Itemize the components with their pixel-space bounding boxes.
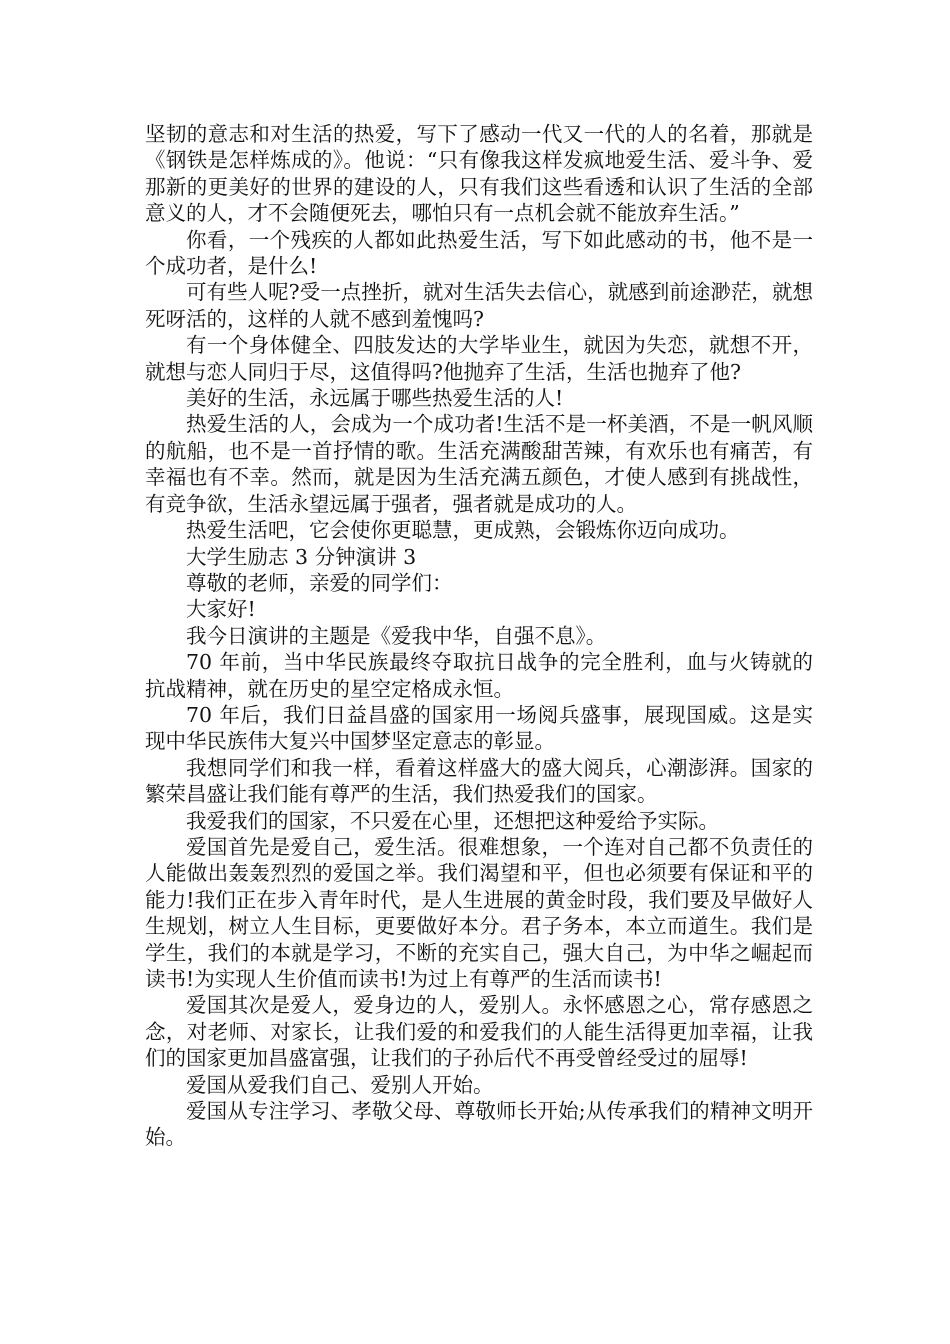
greeting: 大家好! — [186, 597, 256, 622]
paragraph: 你看，一个残疾的人都如此热爱生活，写下如此感动的书，他不是一个成功者，是什么! — [145, 227, 813, 279]
paragraph: 70 年后，我们日益昌盛的国家用一场阅兵盛事，展现国威。这是实现中华民族伟大复兴中国梦坚定意志的彰显。 — [145, 702, 813, 754]
document-page — [145, 121, 813, 1151]
paragraph: 爱国首先是爱自己，爱生活。很难想象，一个连对自己都不负责任的人能做出轰轰烈烈的爱国之举。我们渴望和平，但也必须要有保证和平的能力!我们正在步入青年时代，是人生进展的黄金时段，我们要及早做好人生规划，树立人生目标，更要做好本分。君子务本，本立而道生。我们是学生，我们的本就是学习，不断的充实自己，强大自己，为中华之崛起而读书!为实现人生价值而读书!为过上有尊严的生活而读书! — [145, 834, 813, 991]
paragraph: 坚韧的意志和对生活的热爱，写下了感动一代又一代的人的名着，那就是《钢铁是怎样炼成的》。他说：“只有像我这样发疯地爱生活、爱斗争、爱那新的更美好的世界的建设的人，只有我们这些看透和认识了生活的全部意义的人，才不会随便死去，哪怕只有一点机会就不能放弃生活。” — [145, 122, 813, 226]
paragraph: 美好的生活，永远属于哪些热爱生活的人! — [186, 386, 564, 411]
paragraph: 我今日演讲的主题是《爱我中华，自强不息》。 — [186, 623, 607, 648]
paragraph: 70 年前，当中华民族最终夺取抗日战争的完全胜利，血与火铸就的抗战精神，就在历史的星空定格成永恒。 — [145, 650, 813, 701]
paragraph: 可有些人呢?受一点挫折，就对生活失去信心，就感到前途渺茫，就想死呀活的，这样的人就不感到羞愧吗? — [145, 280, 813, 331]
paragraph: 爱国从爱我们自己、爱别人开始。 — [186, 1072, 494, 1097]
section-heading: 大学生励志 3 分钟演讲 3 — [186, 544, 417, 569]
paragraph: 热爱生活的人，会成为一个成功者!生活不是一杯美酒，不是一帆风顺的航船，也不是一首抒情的歌。生活充满酸甜苦辣，有欢乐也有痛苦，有幸福也有不幸。然而，就是因为生活充满五颜色，才使人感到有挑战性，有竞争欲，生活永望远属于强者，强者就是成功的人。 — [145, 412, 813, 516]
paragraph: 爱国其次是爱人，爱身边的人，爱别人。永怀感恩之心，常存感恩之念，对老师、对家长，让我们爱的和爱我们的人能生活得更加幸福，让我们的国家更加昌盛富强，让我们的子孙后代不再受曾经受过的屈辱! — [145, 993, 813, 1071]
paragraph: 热爱生活吧，它会使你更聪慧，更成熟，会锻炼你迈向成功。 — [186, 518, 740, 543]
paragraph: 爱国从专注学习、孝敬父母、尊敬师长开始;从传承我们的精神文明开始。 — [145, 1099, 813, 1150]
salutation: 尊敬的老师，亲爱的同学们： — [186, 570, 453, 595]
paragraph: 有一个身体健全、四肢发达的大学毕业生，就因为失恋，就想不开，就想与恋人同归于尽，这值得吗?他抛弃了生活，生活也抛弃了他? — [145, 333, 813, 384]
paragraph: 我想同学们和我一样，看着这样盛大的盛大阅兵，心潮澎湃。国家的繁荣昌盛让我们能有尊严的生活，我们热爱我们的国家。 — [145, 755, 813, 807]
paragraph: 我爱我们的国家，不只爱在心里，还想把这种爱给予实际。 — [186, 808, 719, 833]
